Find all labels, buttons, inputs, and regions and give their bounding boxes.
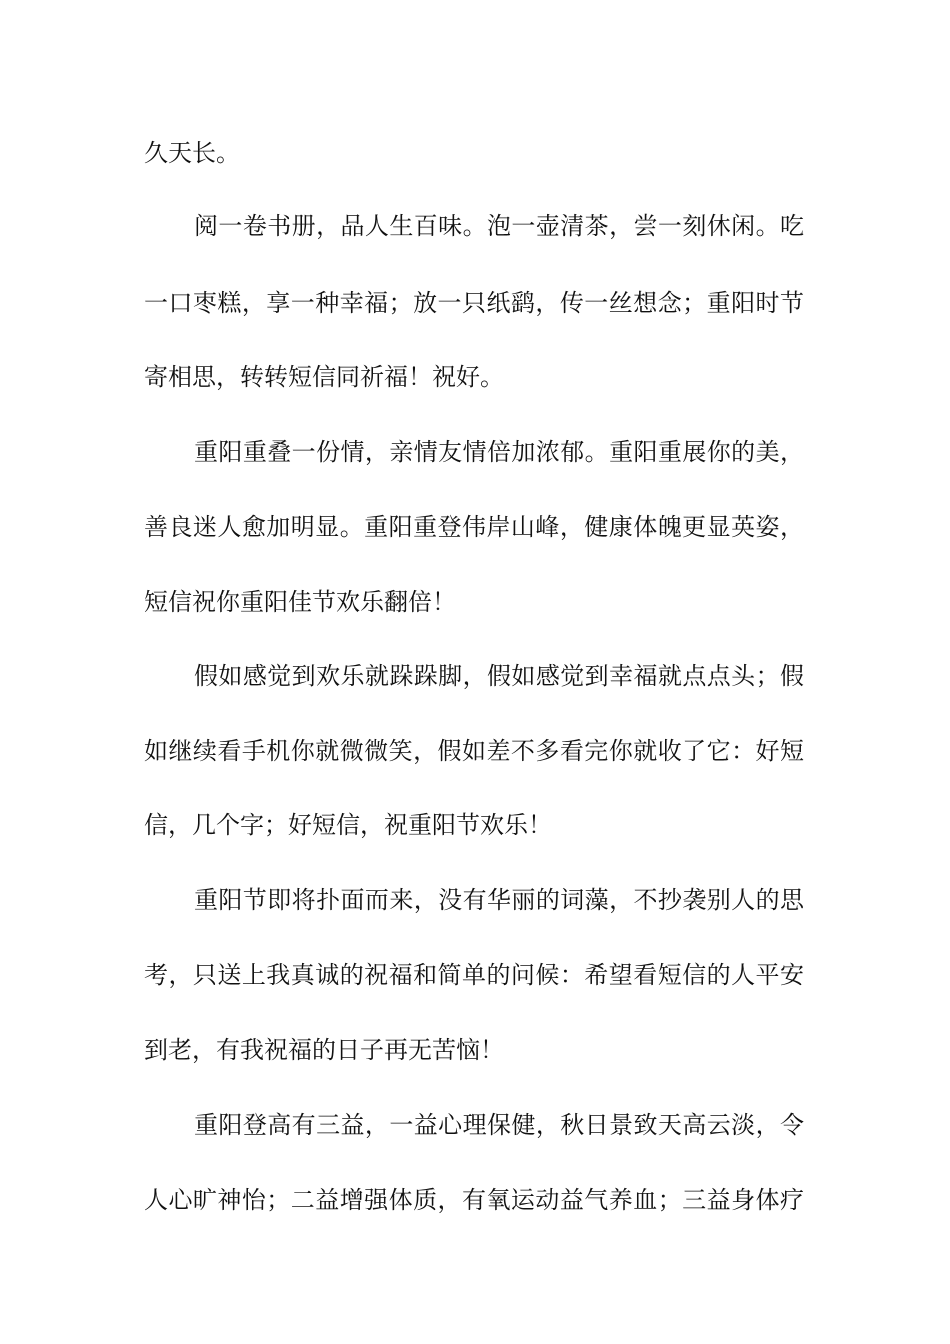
text-line-4: 寄相思，转转短信同祈福！祝好。 [144, 363, 504, 391]
text-line-14: 重阳登高有三益，一益心理保健，秋日景致天高云淡，令 [194, 1111, 804, 1139]
text-line-10: 信，几个字；好短信，祝重阳节欢乐！ [144, 811, 552, 839]
text-line-13: 到老，有我祝福的日子再无苦恼！ [144, 1036, 504, 1064]
text-line-6: 善良迷人愈加明显。重阳重登伟岸山峰，健康体魄更显英姿， [144, 513, 804, 541]
text-line-8: 假如感觉到欢乐就跺跺脚，假如感觉到幸福就点点头；假 [194, 662, 804, 690]
text-line-7: 短信祝你重阳佳节欢乐翻倍！ [144, 588, 456, 616]
text-line-9: 如继续看手机你就微微笑，假如差不多看完你就收了它：好短 [144, 737, 804, 765]
text-line-1: 久天长。 [144, 139, 240, 167]
text-line-2: 阅一卷书册，品人生百味。泡一壶清茶，尝一刻休闲。吃 [194, 212, 804, 240]
text-line-12: 考，只送上我真诚的祝福和简单的问候：希望看短信的人平安 [144, 961, 804, 989]
text-line-5: 重阳重叠一份情，亲情友情倍加浓郁。重阳重展你的美， [194, 438, 804, 466]
text-line-11: 重阳节即将扑面而来，没有华丽的词藻，不抄袭别人的思 [194, 886, 804, 914]
text-line-3: 一口枣糕，享一种幸福；放一只纸鹞，传一丝想念；重阳时节 [144, 289, 804, 317]
text-line-15: 人心旷神怡；二益增强体质，有氧运动益气养血；三益身体疗 [144, 1186, 804, 1214]
